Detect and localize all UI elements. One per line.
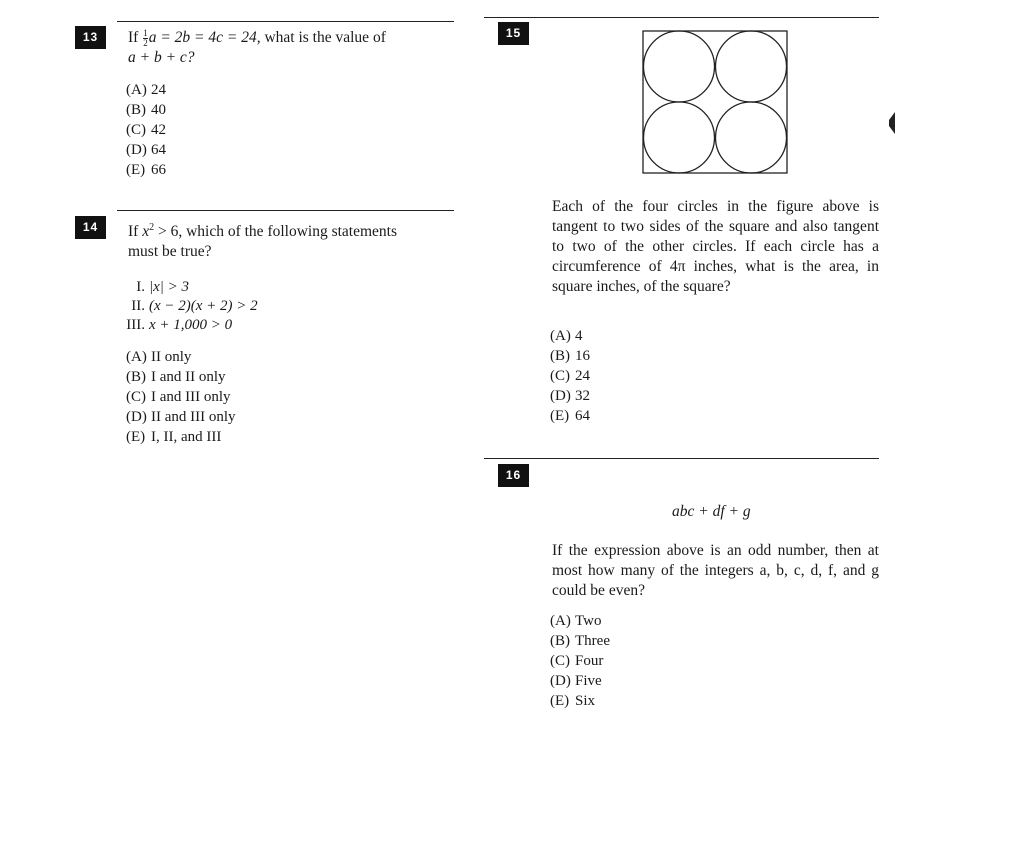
question-16-stem: If the expression above is an odd number, then at most how many of the integers a, b, c, d, f, and g could be even?: [552, 542, 879, 599]
statement-iii: III. x + 1,000 > 0: [126, 317, 233, 333]
page-edge-marker-icon: [887, 112, 895, 134]
expression: abc + df + g: [672, 503, 751, 520]
question-14-number: 14: [75, 216, 106, 239]
choice-b[interactable]: (B) 16: [550, 348, 590, 364]
choice-b[interactable]: (B) I and II only: [126, 369, 226, 385]
choice-c[interactable]: (C) 42: [126, 122, 166, 138]
choice-a[interactable]: (A) 24: [126, 82, 166, 98]
question-13-stem: If $\frac{1}{2}$ a = 2b = 4c = 24, what is the value of a + b + c?: [128, 28, 386, 66]
choice-d[interactable]: (D) Five: [550, 673, 602, 689]
choice-e[interactable]: (E) 64: [550, 408, 590, 424]
choice-a[interactable]: (A) 4: [550, 328, 583, 344]
question-14-choices: [126, 347, 236, 447]
one-half-fraction: $\frac{1}{2}$: [143, 28, 148, 48]
choice-d[interactable]: (D) 64: [126, 142, 166, 158]
choice-b[interactable]: (B) 40: [126, 102, 166, 118]
question-14-stem: If $x^2 > 6$, which of the following statements must be true?: [128, 222, 398, 260]
circle-bottom-right: [716, 102, 787, 173]
statement-ii: II. (x − 2)(x + 2) > 2: [131, 298, 258, 314]
question-15-rule: [484, 17, 879, 18]
choice-e[interactable]: (E) 66: [126, 162, 166, 178]
circle-bottom-left: [644, 102, 715, 173]
choice-e[interactable]: (E) I, II, and III: [126, 429, 222, 445]
question-14-statements: [124, 278, 258, 335]
question-15-stem: Each of the four circles in the figure above is tangent to two sides of the square and also tangent to two of the other circles. If each circle has a circumference of 4π inches, what is the area, in square inches, of the square?: [552, 198, 879, 295]
choice-e[interactable]: (E) Six: [550, 693, 596, 709]
question-16-rule: [484, 458, 879, 459]
question-15-choices: [550, 326, 590, 426]
question-13-choices: [126, 80, 166, 180]
circle-top-left: [644, 31, 715, 102]
question-14-rule: [117, 210, 454, 211]
choice-d[interactable]: (D) II and III only: [126, 409, 236, 425]
choice-b[interactable]: (B) Three: [550, 633, 610, 649]
question-16-number: 16: [498, 464, 529, 487]
choice-c[interactable]: (C) 24: [550, 368, 590, 384]
circle-top-right: [716, 31, 787, 102]
square-four-circles-figure: [640, 28, 790, 176]
choice-c[interactable]: (C) I and III only: [126, 389, 231, 405]
question-15-number: 15: [498, 22, 529, 45]
choice-a[interactable]: (A) II only: [126, 349, 192, 365]
choice-a[interactable]: (A) Two: [550, 613, 602, 629]
statement-i: I. |x| > 3: [136, 279, 190, 295]
choice-c[interactable]: (C) Four: [550, 653, 604, 669]
choice-d[interactable]: (D) 32: [550, 388, 590, 404]
square-shape: [643, 31, 787, 173]
question-13-rule: [117, 21, 454, 22]
question-13-number: 13: [75, 26, 106, 49]
question-16-choices: [550, 611, 610, 711]
